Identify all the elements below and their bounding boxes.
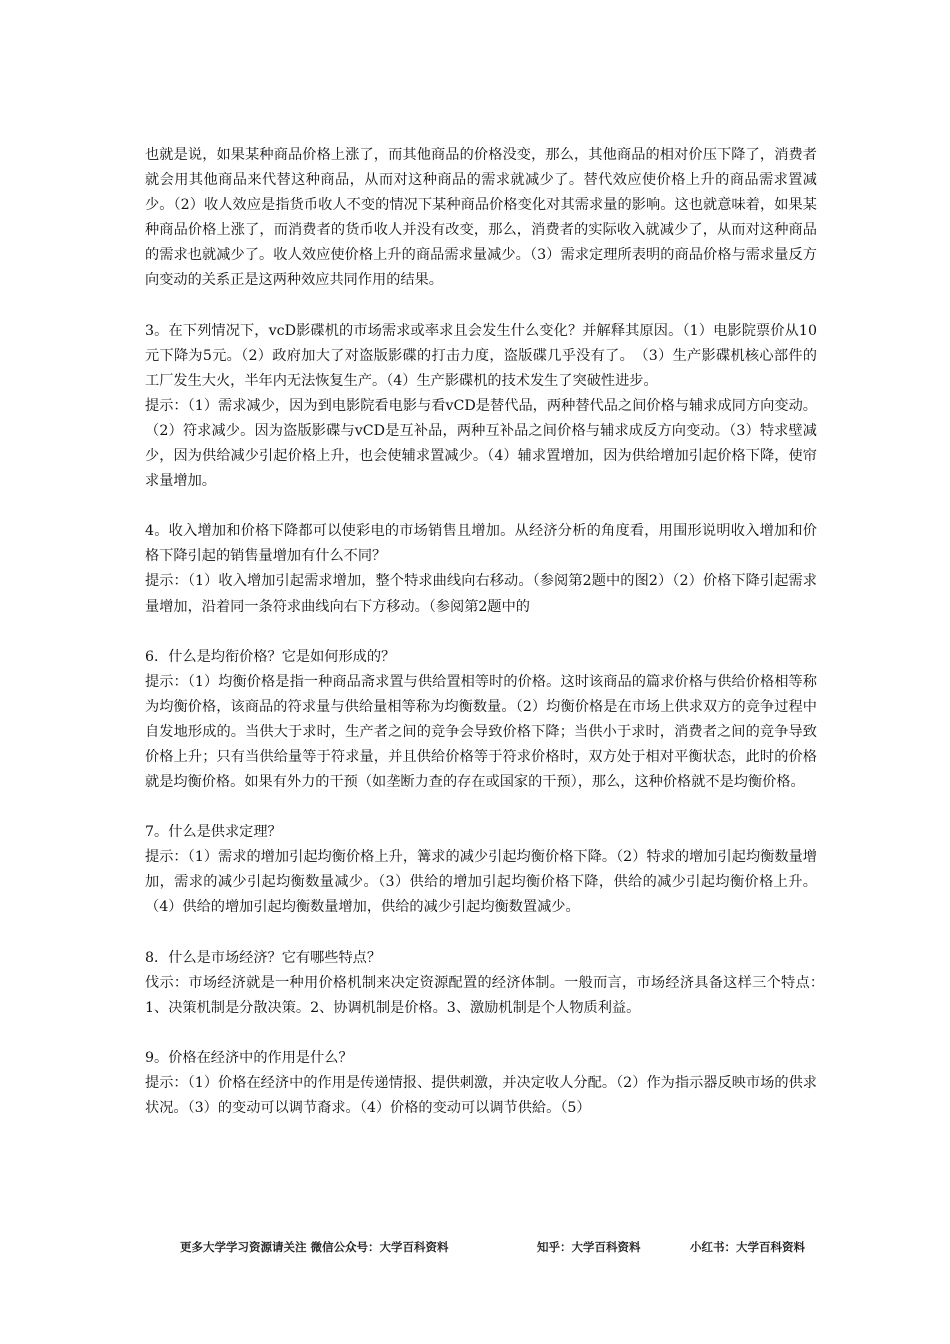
document-body (145, 143, 817, 1121)
footer-zhihu: 知乎：大学百科资料 (537, 1240, 641, 1254)
question-9: 9。价格在经济中的作用是什么？ 提示：（1）价格在经济中的作用是传递情报、提供刺激，并决定收人分配。（2）作为指示器反映市场的供求状况。（3）的变动可以调节裔求。（4）价格的变动可以调节供給。（5） (145, 1049, 817, 1116)
footer-wechat: 更多大学学习资源请关注 微信公众号：大学百科资料 (180, 1240, 449, 1254)
question-7: 7。什么是供求定理？ 提示：（1）需求的增加引起均衡价格上升，篝求的减少引起均衡价格下降。（2）特求的增加引起均衡数量增加，需求的减少引起均衡数量减少。（3）供给的增加引起均衡价格下降，供给的减少引起均衡价格上升。（4）供给的增加引起均衡数量增加，供给的减少引起均衡数置减少。 (145, 824, 817, 916)
paragraph-gap (145, 494, 817, 519)
paragraph-gap (145, 921, 817, 946)
paragraph-gap (145, 795, 817, 820)
question-4: 4。收入增加和价格下降都可以使彩电的市场销售且增加。从经济分析的角度看，用围形说明收入增加和价格下降引起的销售量增加有什么不同？ 提示：（1）收入增加引起需求增加，整个特求曲线向右移动。（参阅第2题中的图2）（2）价格下降引起需求量增加，沿着同一条符求曲线向右下方移动。（参阅第2题中的 (145, 523, 817, 615)
question-6: 6．什么是均衔价格？它是如何形成的？ 提示：（1）均衡价格是指一种商品斋求置与供给置相等时的价格。这时该商品的篇求价格与供给价格相等称为均衡价格，该商品的符求量与供给量相等称为均衡数量。（2）均衡价格是在市场上供求双方的竞争过程中自发地形成的。当供大于求时，生产者之间的竞争会导致价格下降；当供小于求时，消费者之间的竞争导致价格上升；只有当供给量等于符求量，并且供给价格等于符求价格时，双方处于相对平衡状态，此时的价格就是均衡价格。如果有外力的干预（如垄断力查的存在或国家的干预），那么，这种价格就不是均衡价格。 (145, 648, 817, 791)
paragraph-gap (145, 620, 817, 645)
paragraph-substitution-income-effect: 也就是说，如果某种商品价格上涨了，而其他商品的价格没变，那么，其他商品的相对价压下降了，消费者就会用其他商品来代替这种商品，从而对这种商品的需求就减少了。替代效应使价格上升的商品需求置减少。（2）收人效应是指货币收人不变的情况下某种商品价格变化对其需求量的影响。这也就意味着，如果某种商品价格上涨了，而消费者的货币收人并没有改变，那么，消费者的实际收入就减少了，从而对这种商品的需求也就减少了。收人效应使价格上升的商品需求量减少。（3）需求定理所表明的商品价格与需求量反方向变动的关系正是这两种效应共同作用的结果。 (145, 147, 817, 289)
paragraph-gap (145, 1021, 817, 1046)
paragraph-gap (145, 294, 817, 319)
question-8: 8．什么是市场经济？它有哪些特点？ 伐示：市场经济就是一种用价格机制来决定资源配置的经济体制。一般而言，市场经济具备这样三个特点： 1、决策机制是分散决策。2、协调机制是价格。3、激励机制是个人物质利益。 (145, 949, 817, 1016)
question-3: 3。在下列情况下，vcD影碟机的市场需求或率求且会发生什么变化？并解释其原因。（1）电影院票价从10元下降为5元。（2）政府加大了对盗版影碟的打击力度，盗版碟几乎没有了。 （3）生产影碟机核心部件的工厂发生大火，半年内无法恢复生产。（4）生产影碟机的技术发生了突破性进步。 提示：（1）需求减少，因为到电影院看电影与看vCD是替代品，两种替代品之间价格与辅求成同方向变动。（2）符求减少。因为盗版影碟与vCD是互补品，两种互补品之间价格与辅求成反方向变动。（3）特求壁减少，因为供给减少引起价格上升，也会使辅求置减少。（4）辅求置增加，因为供给增加引起价格下降，使帘求量增加。 (145, 322, 817, 490)
footer-xiaohongshu: 小红书：大学百科资料 (690, 1240, 805, 1254)
